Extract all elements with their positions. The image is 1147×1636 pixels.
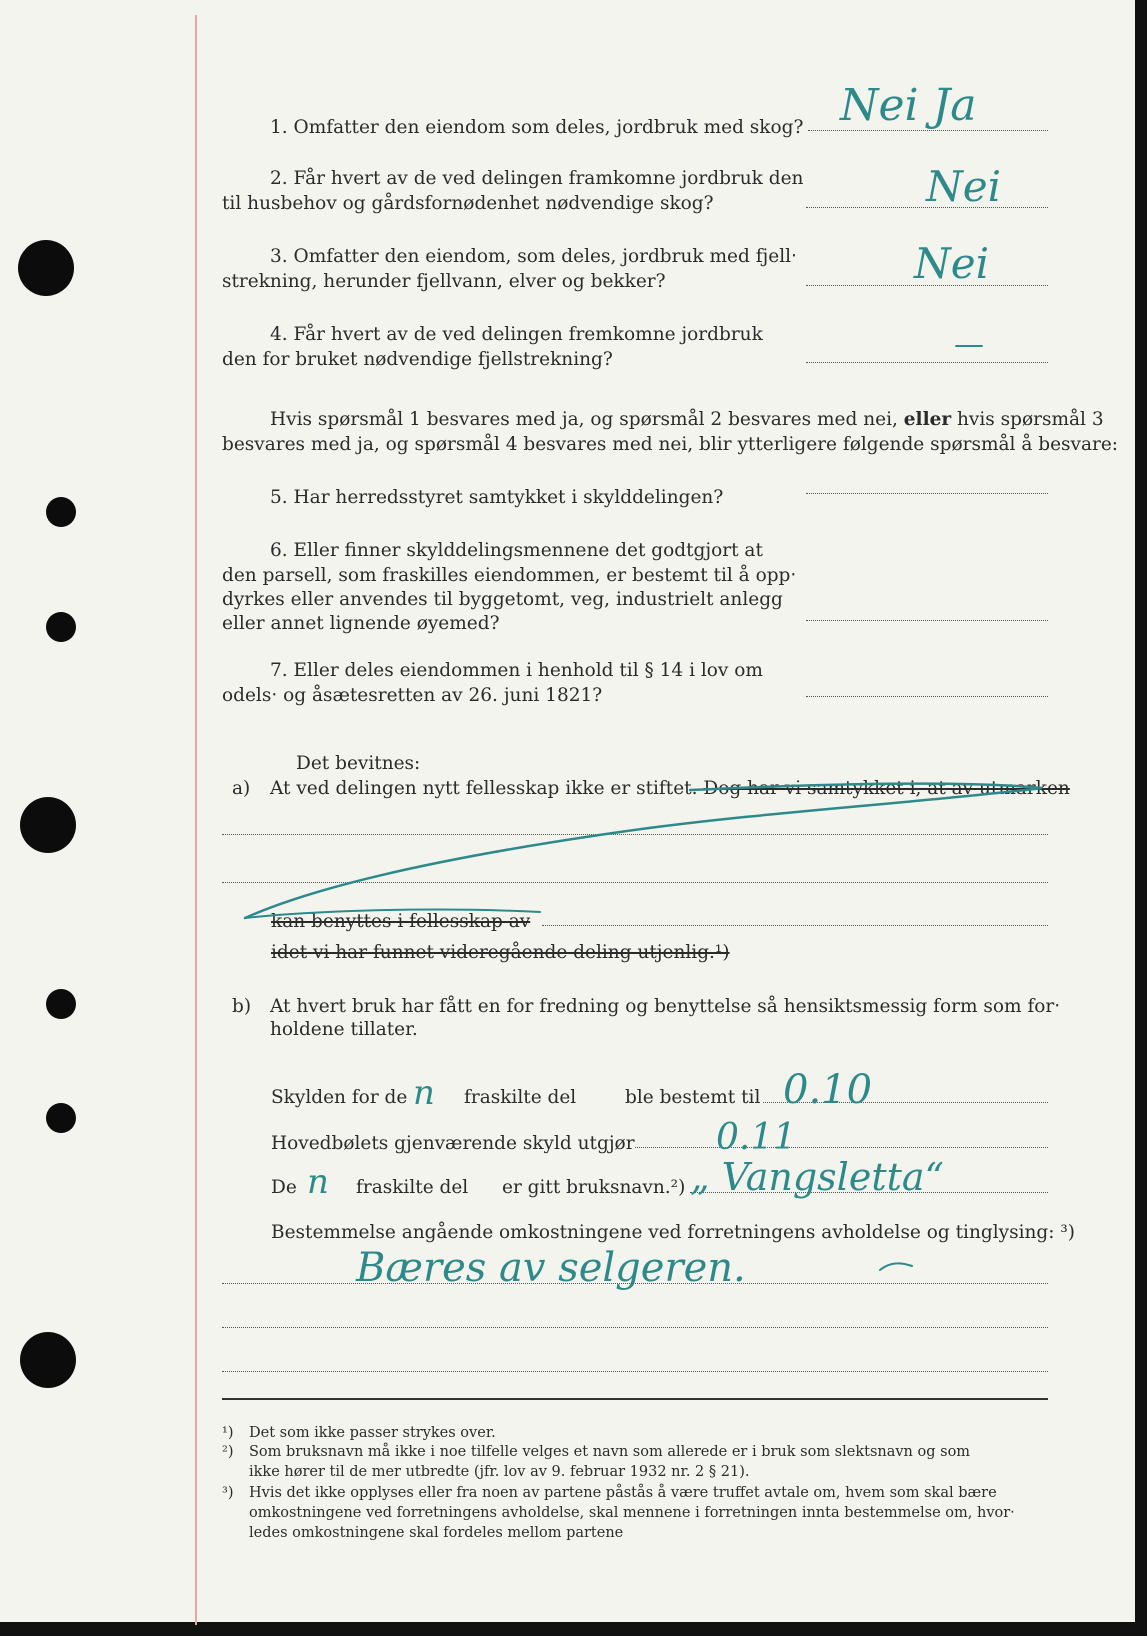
certify-b-line1: At hvert bruk har fått en for fredning og benyttelse så hensiktsmessig form som for‧ — [270, 996, 1061, 1017]
footnote-1-mark: ¹) — [222, 1425, 234, 1441]
certify-a-main: At ved delingen nytt fellesskap ikke er stiftet. — [270, 778, 698, 799]
punch-hole — [18, 240, 74, 296]
certify-blank-line1 — [222, 834, 1048, 835]
hovedbol-value-line — [635, 1147, 1048, 1148]
question-3-line1: 3. Omfatter den eiendom, som deles, jordbruk med fjell‧ — [270, 246, 797, 267]
bruksnavn-handwritten: n — [307, 1162, 329, 1202]
omkostning-value: Bæres av selgeren. — [356, 1245, 746, 1291]
certify-a-struck-2: kan benyttes i fellesskap av — [271, 911, 531, 932]
question-1: 1. Omfatter den eiendom som deles, jordbruk med skog? — [270, 117, 804, 138]
answer-line-6 — [806, 620, 1048, 621]
certify-a-struck-3: idet vi har funnet videregående deling utjenlig.¹) — [271, 942, 730, 963]
certify-a-text — [270, 780, 1070, 799]
omkostning-label: Bestemmelse angående omkostningene ved forretningens avholdelse og tinglysing: ³) — [271, 1222, 1076, 1243]
footnote-3-line1: Hvis det ikke opplyses eller fra noen av partene påstås å være truffet avtale om, hvem som skal bære — [249, 1485, 997, 1501]
certify-blank-line2 — [222, 882, 1048, 883]
punch-hole — [46, 497, 76, 527]
question-3-line2: strekning, herunder fjellvann, elver og bekker? — [222, 271, 666, 292]
question-6-line1: 6. Eller finner skylddelingsmennene det godtgjort at — [270, 540, 763, 561]
omkostning-line2 — [222, 1327, 1048, 1328]
question-4-line2: den for bruket nødvendige fjellstrekning? — [222, 349, 613, 370]
omkostning-line3 — [222, 1371, 1048, 1372]
footnote-3-mark: ³) — [222, 1485, 234, 1501]
answer-1: Nei Ja — [840, 80, 977, 131]
answer-line-4 — [806, 362, 1048, 363]
footnote-3-line3: ledes omkostningene skal fordeles mellom partene — [249, 1525, 624, 1541]
punch-hole — [46, 612, 76, 642]
answer-line-7 — [806, 696, 1048, 697]
certify-b-line2: holdene tillater. — [270, 1019, 418, 1040]
bruksnavn-label-b: fraskilte del — [356, 1177, 469, 1198]
footnote-2-line1: Som bruksnavn må ikke i noe tilfelle velges et navn som allerede er i bruk som slektsnavn og som — [249, 1444, 971, 1460]
punch-hole — [46, 989, 76, 1019]
certify-b-label: b) — [232, 996, 252, 1017]
question-5: 5. Har herredsstyret samtykket i skylddelingen? — [270, 487, 724, 508]
hovedbol-label: Hovedbølets gjenværende skyld utgjør — [271, 1133, 635, 1154]
question-6-line3: dyrkes eller anvendes til byggetomt, veg, industrielt anlegg — [222, 589, 783, 610]
punch-hole — [20, 797, 76, 853]
certify-a-label: a) — [232, 778, 251, 799]
certify-heading: Det bevitnes: — [296, 753, 421, 774]
skyld-label-b: fraskilte del — [464, 1087, 577, 1108]
intro-text-b: hvis spørsmål 3 — [957, 409, 1104, 430]
scan-edge-right — [1135, 0, 1147, 1636]
footnote-3-line2: omkostningene ved forretningens avholdelse, skal mennene i forretningen innta bestemmelse om, hvor‧ — [249, 1505, 1015, 1521]
skyld-label-a: Skylden for de — [271, 1087, 408, 1108]
footnote-separator — [222, 1398, 1048, 1400]
certify-a-struck: Dog har vi samtykket i, at av utmarken — [703, 778, 1070, 799]
footnote-2-mark: ²) — [222, 1444, 234, 1460]
certify-blank-line3 — [542, 925, 1048, 926]
scan-edge-bottom — [0, 1622, 1147, 1636]
conditional-intro-line1 — [270, 411, 1104, 430]
answer-3: Nei — [914, 239, 990, 288]
question-6-line2: den parsell, som fraskilles eiendommen, er bestemt til å opp‧ — [222, 565, 797, 586]
skyld-value: 0.10 — [783, 1067, 873, 1113]
question-2-line1: 2. Får hvert av de ved delingen framkomne jordbruk den — [270, 168, 804, 189]
hovedbol-value: 0.11 — [716, 1117, 797, 1158]
skyld-handwritten: n — [413, 1073, 435, 1113]
question-2-line2: til husbehov og gårdsfornødenhet nødvendige skog? — [222, 193, 714, 214]
answer-2: Nei — [926, 162, 1002, 211]
footnote-1-text: Det som ikke passer strykes over. — [249, 1425, 496, 1441]
punch-hole — [20, 1332, 76, 1388]
punch-hole — [46, 1103, 76, 1133]
question-7-line1: 7. Eller deles eiendommen i henhold til § 14 i lov om — [270, 660, 763, 681]
question-6-line4: eller annet lignende øyemed? — [222, 613, 500, 634]
skyld-label-c: ble bestemt til — [625, 1087, 761, 1108]
omkostning-line1 — [222, 1283, 1048, 1284]
conditional-intro-line2: besvares med ja, og spørsmål 4 besvares med nei, blir ytterligere følgende spørsmål å besvare: — [222, 434, 1119, 455]
bruksnavn-label-a: De — [271, 1177, 297, 1198]
bruksnavn-label-c: er gitt bruksnavn.²) — [502, 1177, 686, 1198]
answer-4: — — [954, 327, 984, 362]
bruksnavn-value: „ Vangsletta“ — [690, 1155, 944, 1199]
margin-rule — [195, 15, 197, 1625]
question-4-line1: 4. Får hvert av de ved delingen fremkomne jordbruk — [270, 324, 763, 345]
intro-text-a: Hvis spørsmål 1 besvares med ja, og spørsmål 2 besvares med nei, — [270, 409, 898, 430]
question-7-line2: odels‧ og åsætesretten av 26. juni 1821? — [222, 685, 603, 706]
intro-text-bold: eller — [903, 409, 952, 430]
footnote-2-line2: ikke hører til de mer utbredte (jfr. lov av 9. februar 1932 nr. 2 § 21). — [249, 1464, 750, 1480]
answer-line-5 — [806, 493, 1048, 494]
